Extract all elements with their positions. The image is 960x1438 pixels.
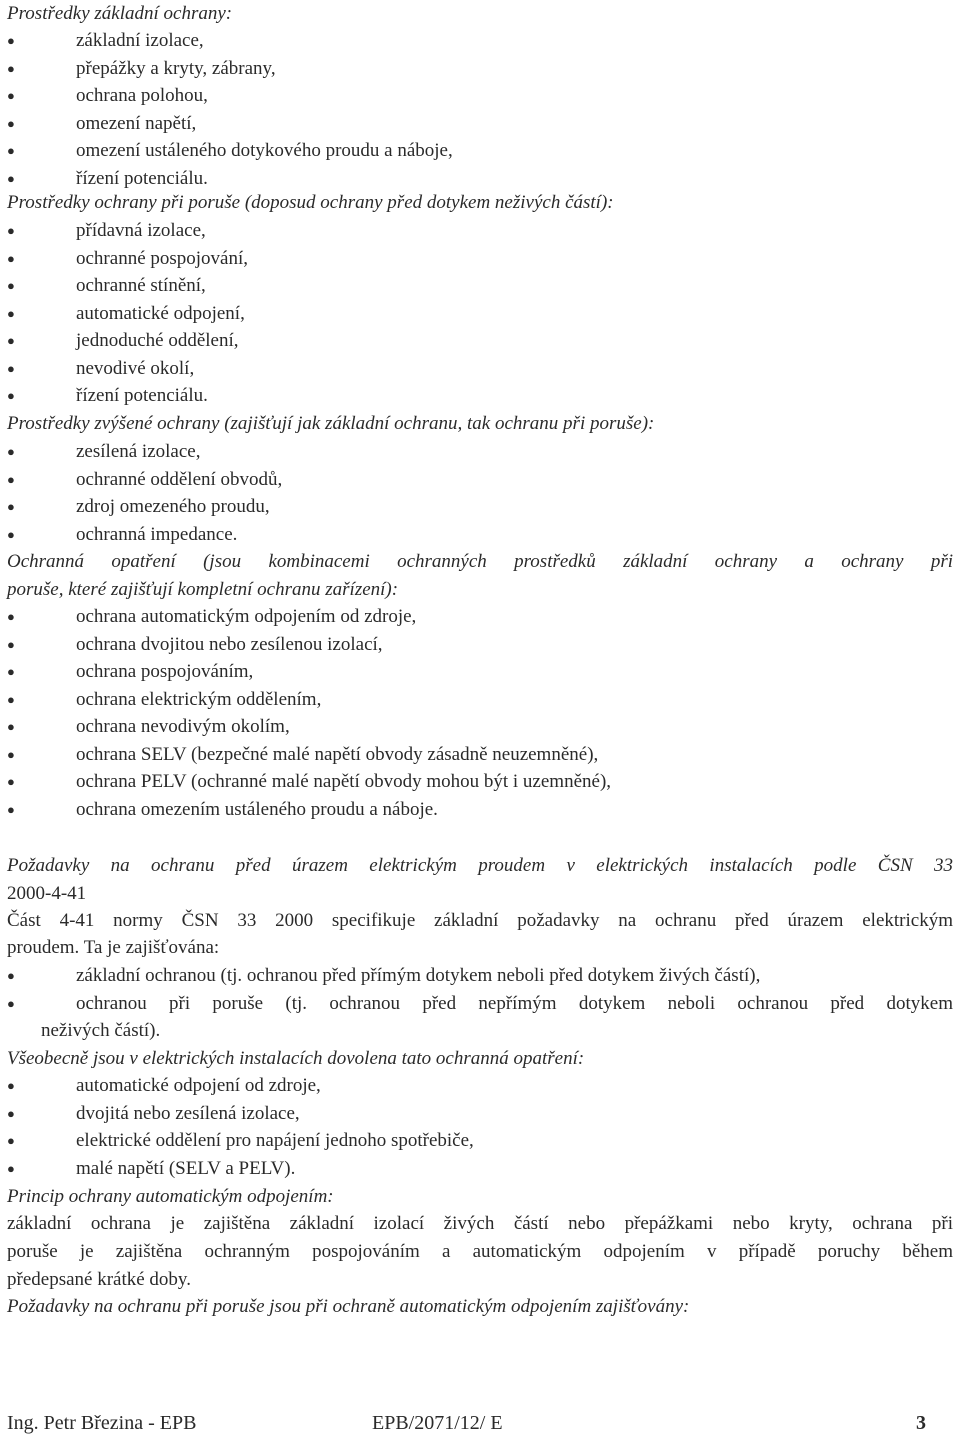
bullet: ● (7, 471, 15, 487)
list-item: ochranné oddělení obvodů, (76, 468, 283, 490)
list-item: omezení napětí, (76, 112, 197, 134)
list-item: ochranou při poruše (tj. ochranou před nepřímým dotykem neboli ochranou před dotykem (76, 993, 953, 1014)
list-item: zdroj omezeného proudu, (76, 496, 270, 517)
list-item: základní izolace, (76, 30, 204, 51)
bullet: ● (7, 526, 15, 542)
bullet: ● (7, 333, 15, 348)
list-item: řízení potenciálu. (76, 385, 208, 406)
heading-principle: Princip ochrany automatickým odpojením: (7, 1186, 334, 1207)
heading-enhanced-protection: Prostředky zvýšené ochrany (zajišťují jak základní ochranu, tak ochranu při poruše): (7, 413, 655, 434)
bullet: ● (7, 968, 15, 983)
bullet: ● (7, 223, 15, 238)
bullet: ● (7, 33, 15, 48)
list-item: ochranná impedance. (76, 523, 238, 545)
bullet: ● (7, 115, 15, 131)
bullet: ● (7, 88, 15, 103)
heading-fault-protection: Prostředky ochrany při poruše (doposud ochrany před dotykem neživých částí): (7, 192, 614, 213)
paragraph-standard-line2: proudem. Ta je zajišťována: (7, 937, 220, 958)
list-item: ochrana PELV (ochranné malé napětí obvody mohou být i uzemněné), (76, 771, 612, 792)
bullet: ● (7, 305, 15, 321)
bullet: ● (7, 719, 15, 734)
footer-document-code: EPB/2071/12/ E (372, 1412, 503, 1434)
list-item: malé napětí (SELV a PELV). (76, 1157, 296, 1179)
list-item: ochranné stínění, (76, 275, 206, 296)
list-item: základní ochranou (tj. ochranou před přímým dotykem neboli před dotykem živých částí), (76, 965, 761, 986)
bullet: ● (7, 746, 15, 762)
paragraph-principle-line3: předepsané krátké doby. (7, 1269, 191, 1290)
heading-basic-protection: Prostředky základní ochrany: (7, 3, 233, 24)
bullet: ● (7, 60, 15, 76)
bullet: ● (7, 801, 15, 817)
list-item: ochrana automatickým odpojením od zdroje, (76, 606, 417, 627)
bullet: ● (7, 1105, 15, 1121)
list-item: ochrana pospojováním, (76, 661, 254, 682)
list-item: ochrana polohou, (76, 85, 208, 106)
bullet: ● (7, 143, 15, 158)
list-item: zesílená izolace, (76, 441, 201, 462)
list-item: ochrana SELV (bezpečné malé napětí obvody zásadně neuzemněné), (76, 743, 599, 765)
list-item: omezení ustáleného dotykového proudu a náboje, (76, 140, 453, 161)
list-item: automatické odpojení od zdroje, (76, 1075, 321, 1096)
footer-author: Ing. Petr Březina - EPB (7, 1412, 197, 1434)
bullet: ● (7, 1160, 15, 1176)
list-item: dvojitá nebo zesílená izolace, (76, 1102, 300, 1124)
bullet: ● (7, 170, 15, 186)
heading-fault-requirements: Požadavky na ochranu při poruše jsou při ochraně automatickým odpojením zajišťovány: (7, 1296, 690, 1317)
bullet: ● (7, 1078, 15, 1093)
paragraph-standard-line1: Část 4-41 normy ČSN 33 2000 specifikuje základní požadavky na ochranu před úrazem elektrickým (7, 910, 953, 931)
list-item: elektrické oddělení pro napájení jednoho spotřebiče, (76, 1130, 474, 1151)
list-item: ochrana omezením ustáleného proudu a náboje. (76, 798, 438, 820)
footer-page-number: 3 (916, 1412, 926, 1434)
bullet: ● (7, 1133, 15, 1148)
heading-requirements-line1: Požadavky na ochranu před úrazem elektrickým proudem v elektrických instalacích podle ČSN 33 (7, 855, 953, 876)
bullet: ● (7, 609, 15, 624)
list-item: jednoduché oddělení, (76, 330, 239, 351)
list-item: automatické odpojení, (76, 302, 245, 324)
bullet: ● (7, 388, 15, 403)
paragraph-principle-line1: základní ochrana je zajištěna základní izolací živých částí nebo přepážkami nebo kryty, ochrana při (7, 1213, 953, 1234)
list-item: nevodivé okolí, (76, 357, 195, 379)
bullet: ● (7, 444, 15, 459)
bullet: ● (7, 360, 15, 376)
bullet: ● (7, 774, 15, 789)
bullet: ● (7, 996, 15, 1011)
list-item: ochrana nevodivým okolím, (76, 716, 290, 737)
bullet: ● (7, 691, 15, 707)
list-item: ochrana dvojitou nebo zesílenou izolací, (76, 633, 383, 655)
list-item: přídavná izolace, (76, 220, 206, 241)
heading-requirements-line2: 2000-4-41 (7, 883, 87, 904)
list-item-continuation: neživých částí). (41, 1020, 161, 1041)
heading-protective-measures-line1: Ochranná opatření (jsou kombinacemi ochranných prostředků základní ochrany a ochrany při (7, 551, 953, 572)
heading-allowed-measures: Všeobecně jsou v elektrických instalacích dovolena tato ochranná opatření: (7, 1048, 585, 1069)
list-item: přepážky a kryty, zábrany, (76, 57, 276, 79)
paragraph-principle-line2: poruše je zajištěna ochranným pospojováním a automatickým odpojením v případě poruchy během (7, 1241, 953, 1262)
bullet: ● (7, 278, 15, 293)
heading-protective-measures-line2: poruše, které zajišťují kompletní ochranu zařízení): (7, 579, 399, 600)
bullet: ● (7, 636, 15, 652)
bullet: ● (7, 250, 15, 266)
list-item: ochrana elektrickým oddělením, (76, 688, 322, 710)
bullet: ● (7, 664, 15, 679)
list-item: ochranné pospojování, (76, 247, 249, 269)
bullet: ● (7, 499, 15, 514)
list-item: řízení potenciálu. (76, 167, 208, 189)
